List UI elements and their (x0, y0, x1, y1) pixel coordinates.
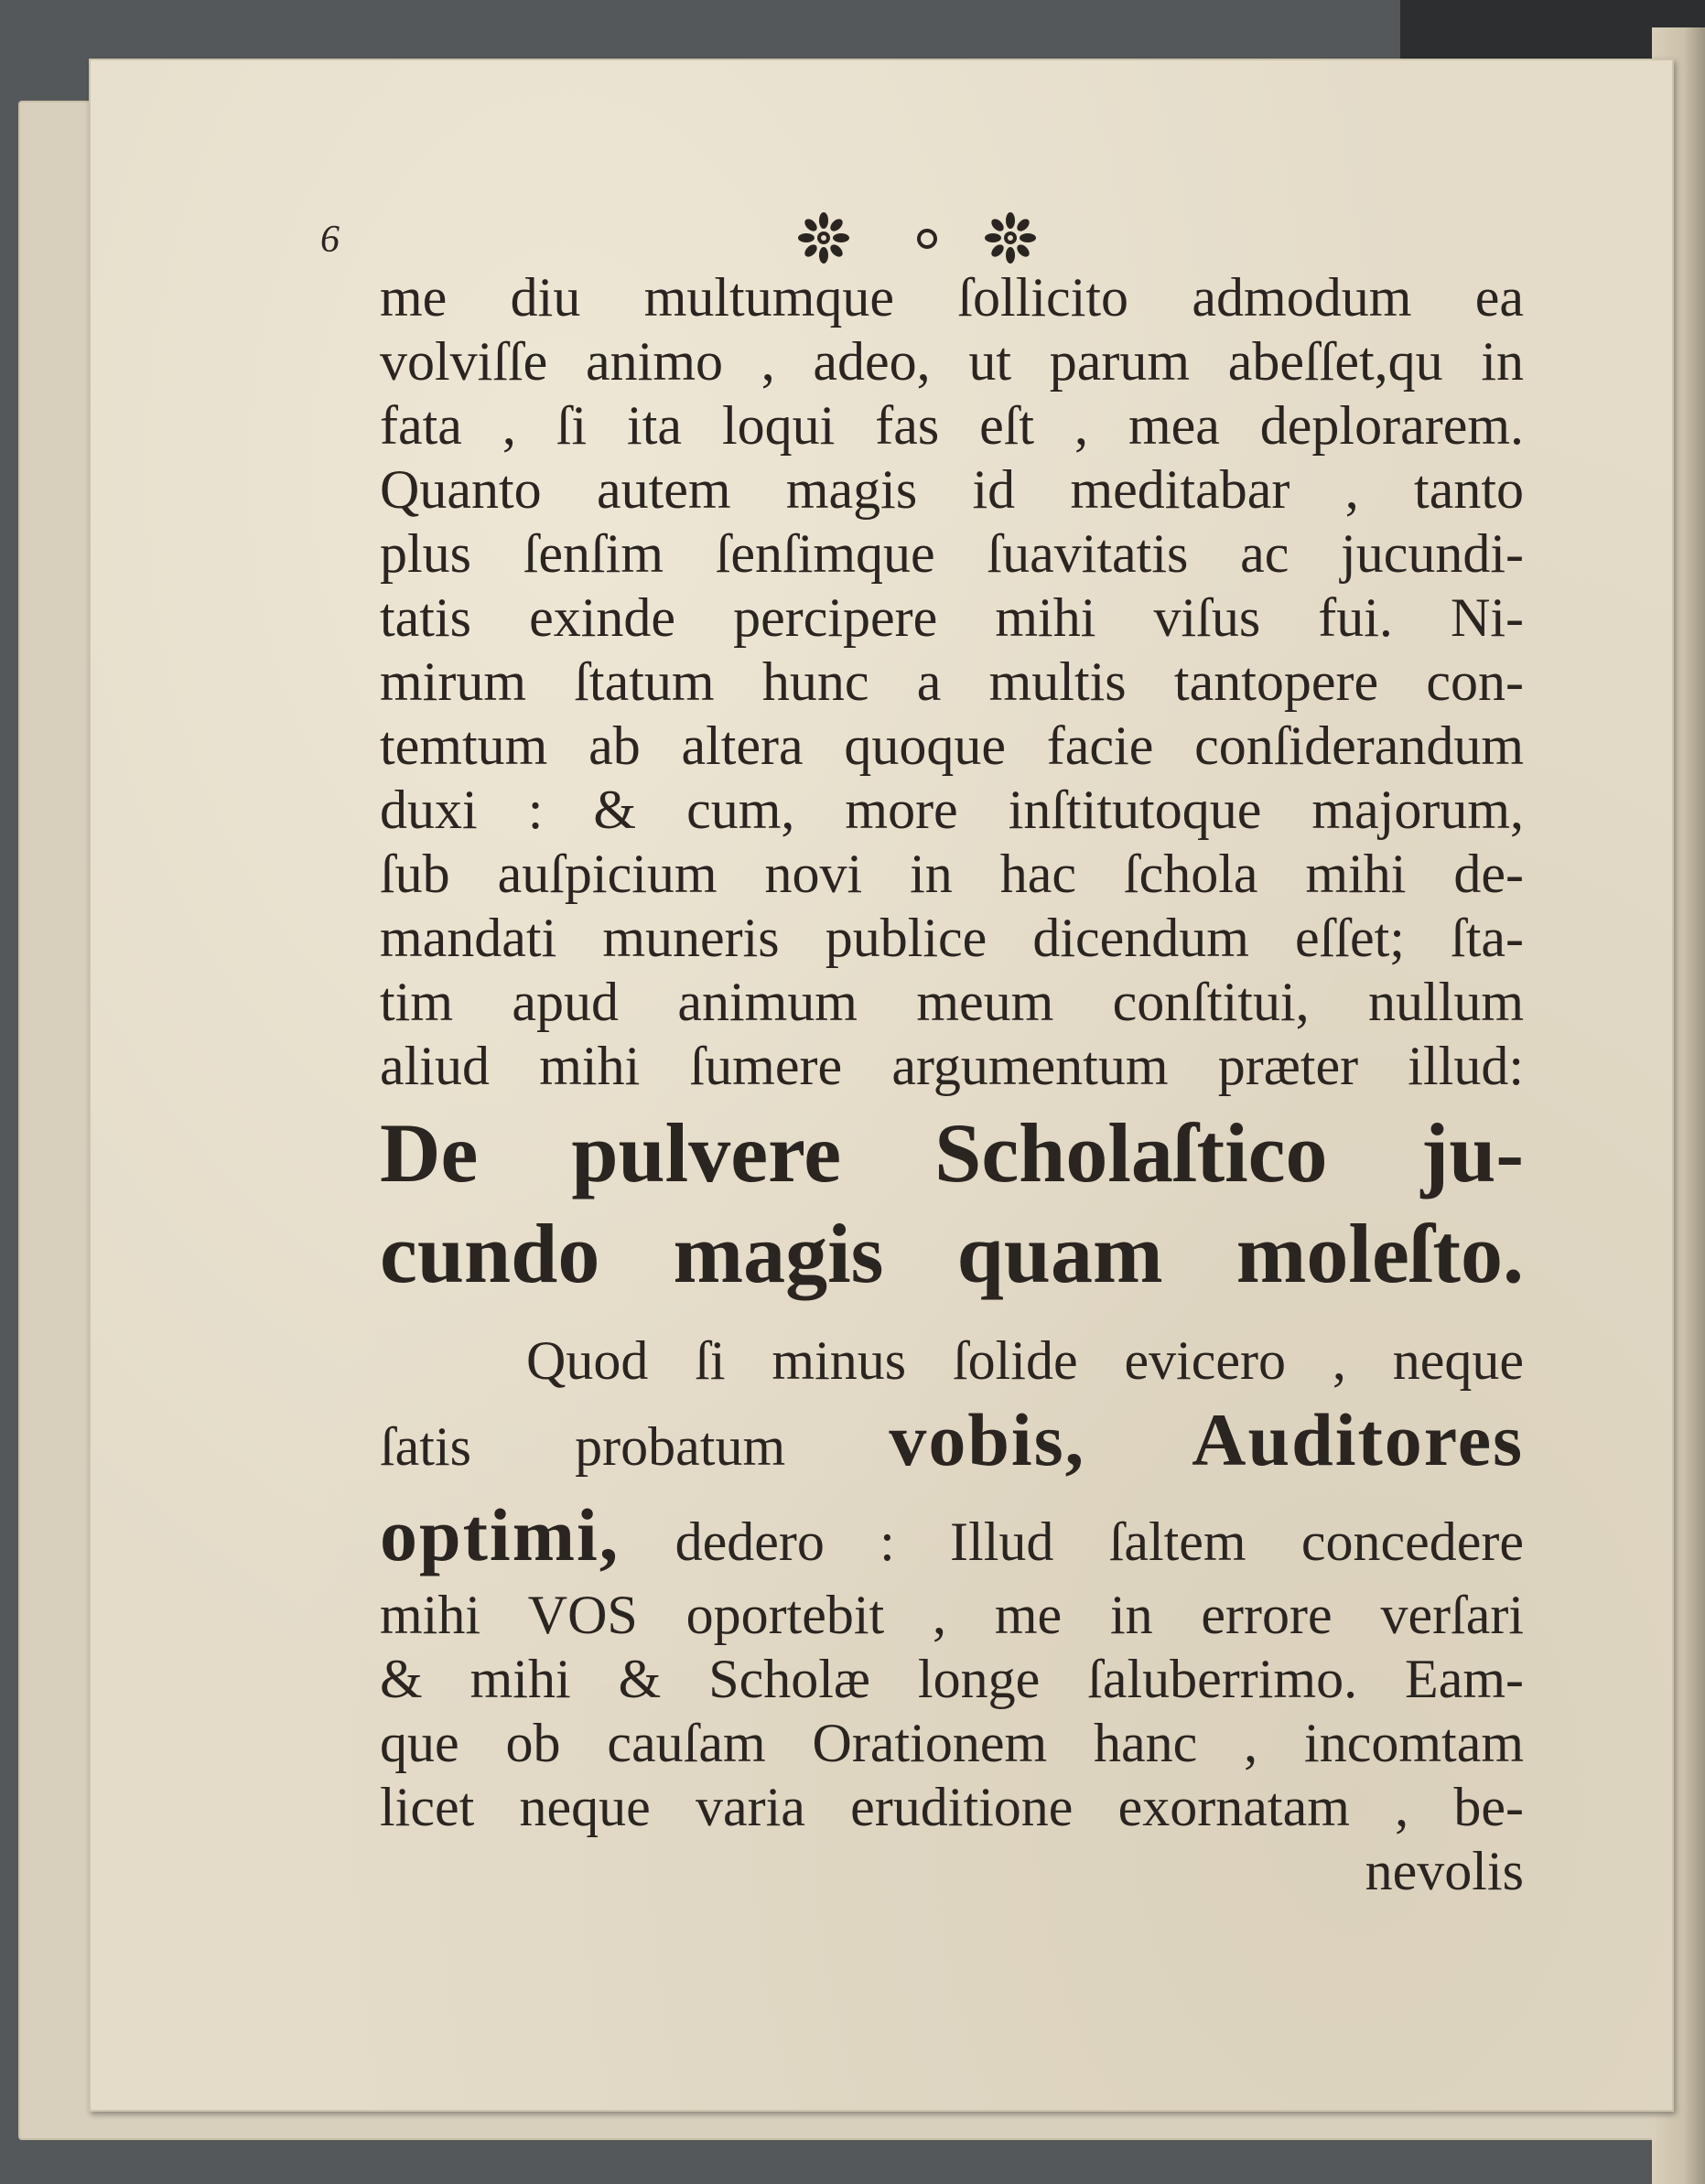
text-line: temtum ab altera quoque facie conſiderandum (380, 715, 1524, 776)
catchword: nevolis (1365, 1841, 1524, 1901)
emphasized-address: optimi, (380, 1493, 620, 1576)
text-line-with-emphasis (380, 1393, 1524, 1488)
text-line: plus ſenſim ſenſimque ſuavitatis ac jucundi- (380, 523, 1524, 584)
emphasized-address: vobis, Auditores (889, 1398, 1524, 1481)
text-fragment: ſatis probatum (380, 1416, 786, 1477)
oration-title (380, 1107, 1524, 1299)
text-line: aliud mihi ſumere argumentum præter illud: (380, 1036, 1524, 1096)
title-line: De pulvere Scholaſtico ju- (380, 1106, 1524, 1200)
page-text (380, 265, 1524, 1903)
rosette-icon (798, 212, 849, 264)
text-line: mihi VOS oportebit , me in errore verſari (380, 1585, 1524, 1645)
text-line: volviſſe animo , adeo, ut parum abeſſet,qu in (380, 331, 1524, 392)
paragraph-1 (380, 265, 1524, 1098)
text-line: fata , ſi ita loqui fas eſt , mea deplorarem. (380, 395, 1524, 456)
text-fragment: dedero : Illud ſaltem concedere (674, 1512, 1524, 1572)
title-line: cundo magis quam moleſto. (380, 1207, 1524, 1300)
text-line: mirum ſtatum hunc a multis tantopere con- (380, 651, 1524, 712)
paragraph-2 (380, 1329, 1524, 1903)
text-line: Quod ſi minus ſolide evicero , neque (526, 1330, 1524, 1391)
text-line-with-emphasis (380, 1488, 1524, 1583)
text-line: tim apud animum meum conſtitui, nullum (380, 972, 1524, 1032)
text-line: que ob cauſam Orationem hanc , incomtam (380, 1713, 1524, 1773)
text-line: mandati muneris publice dicendum eſſet; ſta- (380, 908, 1524, 968)
page-number: 6 (320, 219, 340, 261)
text-line: me diu multumque ſollicito admodum ea (380, 267, 1524, 328)
text-line: duxi : & cum, more inſtitutoque majorum, (380, 780, 1524, 840)
text-line: Quanto autem magis id meditabar , tanto (380, 459, 1524, 520)
text-line: ſub auſpicium novi in hac ſchola mihi de- (380, 844, 1524, 904)
rosette-icon (985, 212, 1036, 264)
small-circle-icon (915, 227, 939, 251)
text-line: tatis exinde percipere mihi viſus fui. Ni- (380, 587, 1524, 648)
text-line: licet neque varia eruditione exornatam , be- (380, 1777, 1524, 1837)
text-line: & mihi & Scholæ longe ſaluberrimo. Eam- (380, 1649, 1524, 1709)
